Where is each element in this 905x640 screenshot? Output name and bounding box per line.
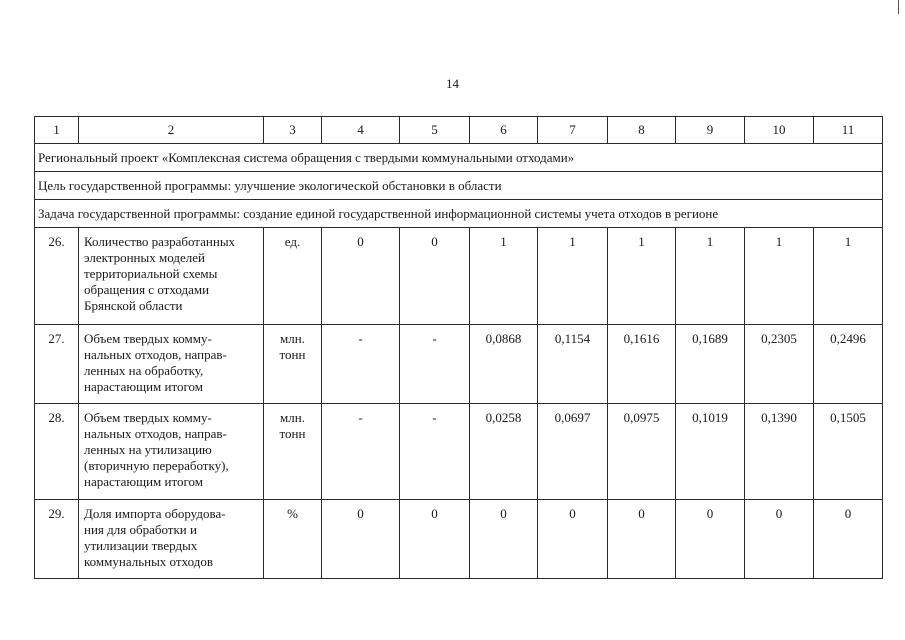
value-cell: 0	[608, 500, 676, 579]
unit-cell	[264, 325, 322, 404]
page-edge-mark	[898, 0, 899, 14]
value-cell: 1	[538, 228, 608, 325]
table-row	[35, 404, 883, 500]
indicator-name	[79, 500, 264, 579]
value-cell: -	[400, 325, 470, 404]
value-cell: 0	[814, 500, 883, 579]
value-cell: 0	[322, 500, 400, 579]
indicator-name-line: ния для обработки и	[84, 522, 197, 537]
row-number: 26.	[35, 228, 79, 325]
row-number: 28.	[35, 404, 79, 500]
unit-line: млн.	[280, 331, 305, 346]
column-number-cell: 11	[814, 117, 883, 144]
value-cell: -	[400, 404, 470, 500]
indicator-name	[79, 228, 264, 325]
goal-title: Цель государственной программы: улучшение экологической обстановки в области	[35, 172, 883, 200]
value-cell: -	[322, 325, 400, 404]
value-cell: 0,2496	[814, 325, 883, 404]
column-number-cell: 9	[676, 117, 745, 144]
table-row	[35, 325, 883, 404]
indicator-name-line: Объем твердых комму-	[84, 410, 212, 425]
value-cell: 0,1505	[814, 404, 883, 500]
unit-line: тонн	[279, 347, 306, 362]
value-cell: 0,1019	[676, 404, 745, 500]
value-cell: 0	[745, 500, 814, 579]
indicator-name-line: нальных отходов, направ-	[84, 426, 227, 441]
column-number-cell: 8	[608, 117, 676, 144]
indicator-name-line: нарастающим итогом	[84, 474, 203, 489]
value-cell: 0,1689	[676, 325, 745, 404]
value-cell: 0,0868	[470, 325, 538, 404]
value-cell: -	[322, 404, 400, 500]
indicator-name-line: Доля импорта оборудова-	[84, 506, 226, 521]
value-cell: 0,0975	[608, 404, 676, 500]
column-number-cell: 6	[470, 117, 538, 144]
value-cell: 1	[676, 228, 745, 325]
column-number-cell: 7	[538, 117, 608, 144]
unit-line: млн.	[280, 410, 305, 425]
indicator-name-line: Брянской области	[84, 298, 183, 313]
indicator-name-line: территориальной схемы	[84, 266, 218, 281]
value-cell: 1	[470, 228, 538, 325]
column-number-cell: 1	[35, 117, 79, 144]
value-cell: 0	[400, 500, 470, 579]
unit-line: %	[287, 506, 298, 521]
indicator-name-line: ленных на утилизацию	[84, 442, 212, 457]
indicator-name-line: ленных на обработку,	[84, 363, 204, 378]
value-cell: 0	[400, 228, 470, 325]
value-cell: 0	[538, 500, 608, 579]
indicator-name-line: электронных моделей	[84, 250, 205, 265]
indicator-name	[79, 325, 264, 404]
value-cell: 1	[745, 228, 814, 325]
indicator-name-line: обращения с отходами	[84, 282, 210, 297]
column-number-cell: 3	[264, 117, 322, 144]
task-row	[35, 200, 883, 228]
goal-row	[35, 172, 883, 200]
task-title: Задача государственной программы: создание единой государственной информационной системы учета отходов в регионе	[35, 200, 883, 228]
value-cell: 0,1154	[538, 325, 608, 404]
project-title: Региональный проект «Комплексная система обращения с твердыми коммунальными отходами»	[35, 144, 883, 172]
value-cell: 0,1616	[608, 325, 676, 404]
column-number-cell: 2	[79, 117, 264, 144]
value-cell: 0	[676, 500, 745, 579]
value-cell: 0,1390	[745, 404, 814, 500]
row-number: 29.	[35, 500, 79, 579]
value-cell: 0	[322, 228, 400, 325]
indicator-name-line: нарастающим итогом	[84, 379, 203, 394]
value-cell: 0,2305	[745, 325, 814, 404]
table-row	[35, 228, 883, 325]
column-number-row	[35, 117, 883, 144]
project-row	[35, 144, 883, 172]
value-cell: 0,0697	[538, 404, 608, 500]
unit-line: ед.	[284, 234, 301, 249]
column-number-cell: 5	[400, 117, 470, 144]
table-row	[35, 500, 883, 579]
indicator-name-line: Количество разработанных	[84, 234, 236, 249]
value-cell: 1	[608, 228, 676, 325]
indicator-name-line: Объем твердых комму-	[84, 331, 212, 346]
value-cell: 0,0258	[470, 404, 538, 500]
value-cell: 1	[814, 228, 883, 325]
indicator-name	[79, 404, 264, 500]
page-number: 14	[446, 76, 459, 91]
unit-line: тонн	[279, 426, 306, 441]
unit-cell	[264, 404, 322, 500]
indicator-name-line: коммунальных отходов	[84, 554, 213, 569]
column-number-cell: 4	[322, 117, 400, 144]
unit-cell	[264, 500, 322, 579]
indicator-name-line: утилизации твердых	[84, 538, 198, 553]
value-cell: 0	[470, 500, 538, 579]
indicator-name-line: (вторичную переработку),	[84, 458, 229, 473]
row-number: 27.	[35, 325, 79, 404]
indicator-name-line: нальных отходов, направ-	[84, 347, 227, 362]
column-number-cell: 10	[745, 117, 814, 144]
unit-cell	[264, 228, 322, 325]
indicators-table	[34, 116, 883, 579]
